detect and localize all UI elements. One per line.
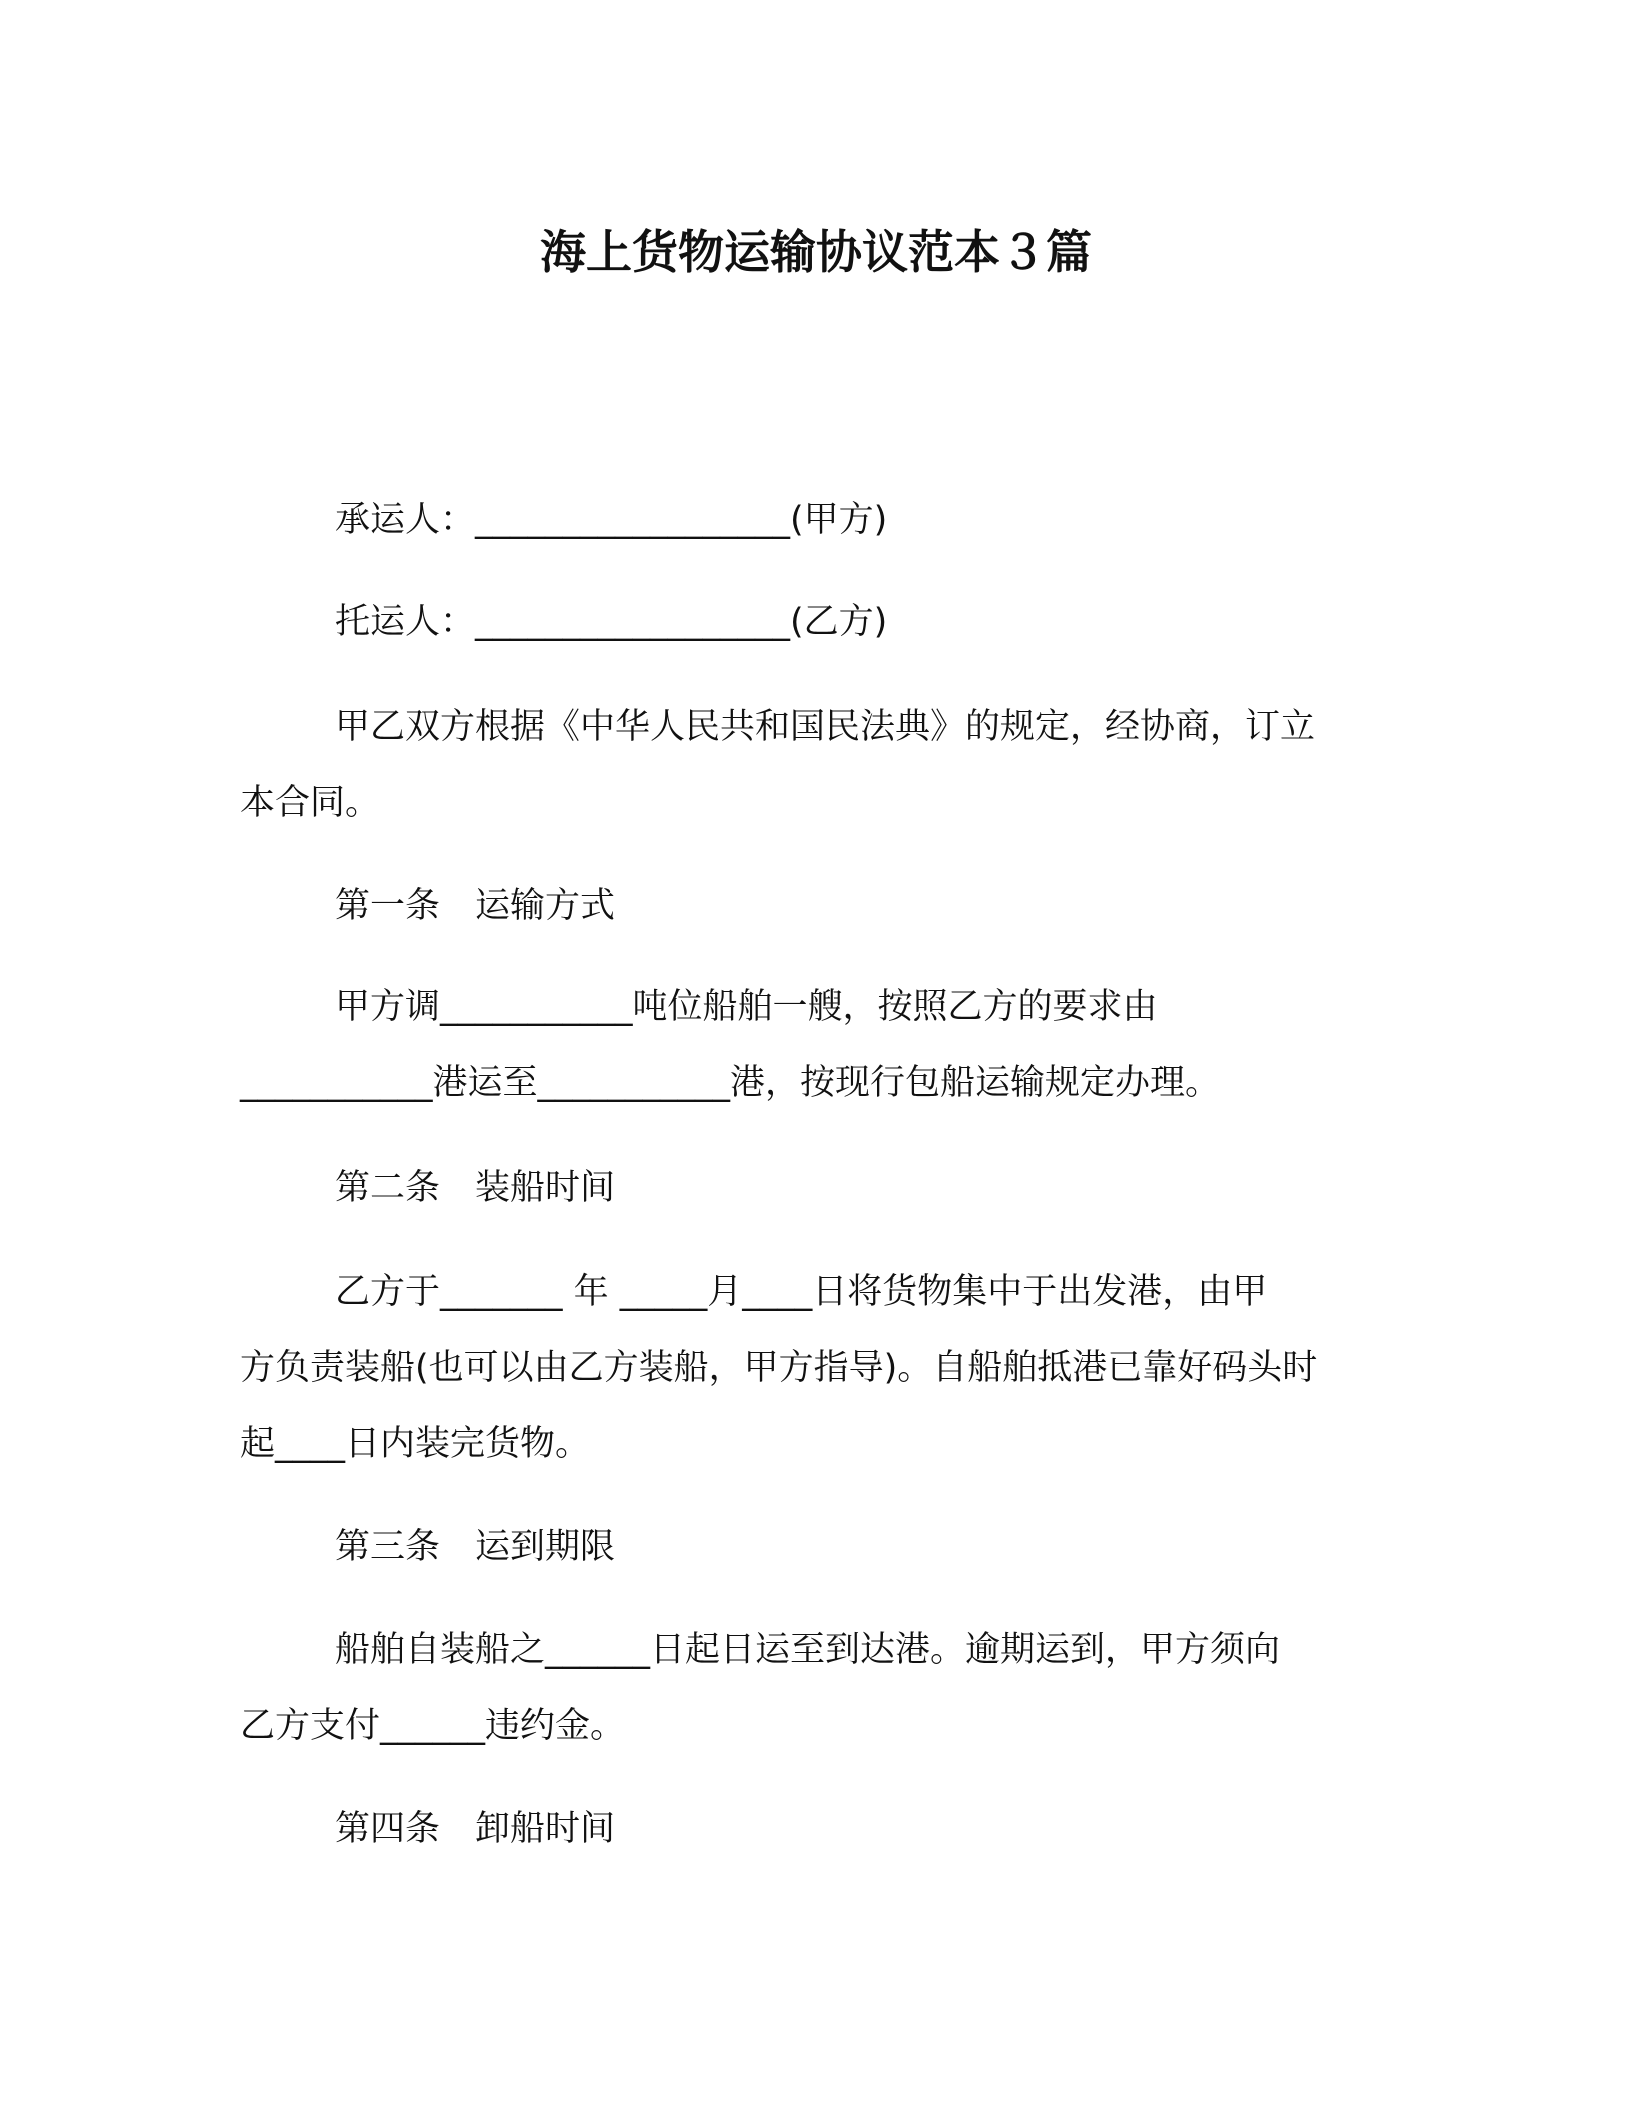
shipper-line: 托运人：__________________(乙方) (335, 602, 888, 642)
article-2-line-3: 起____日内装完货物。 (240, 1424, 591, 1464)
article-4-heading: 第四条 卸船时间 (335, 1809, 616, 1849)
article-3-heading: 第三条 运到期限 (335, 1527, 616, 1567)
article-2-line-2: 方负责装船(也可以由乙方装船，甲方指导)。自船舶抵港已靠好码头时 (240, 1348, 1318, 1388)
preamble-line-1: 甲乙双方根据《中华人民共和国民法典》的规定，经协商，订立 (335, 707, 1316, 747)
article-2-line-1: 乙方于_______ 年 _____月____日将货物集中于出发港，由甲 (335, 1272, 1268, 1312)
carrier-line: 承运人：__________________(甲方) (335, 500, 888, 540)
article-1-heading: 第一条 运输方式 (335, 886, 616, 926)
article-2-heading: 第二条 装船时间 (335, 1168, 616, 1208)
preamble-line-2: 本合同。 (240, 783, 381, 823)
document-title: 海上货物运输协议范本３篇 (540, 225, 1092, 279)
article-1-line-2: ___________港运至___________港，按现行包船运输规定办理。 (240, 1063, 1221, 1103)
article-1-line-1: 甲方调___________吨位船舶一艘，按照乙方的要求由 (335, 987, 1158, 1027)
article-3-line-2: 乙方支付______违约金。 (240, 1706, 626, 1746)
article-3-line-1: 船舶自装船之______日起日运至到达港。逾期运到，甲方须向 (335, 1630, 1281, 1670)
